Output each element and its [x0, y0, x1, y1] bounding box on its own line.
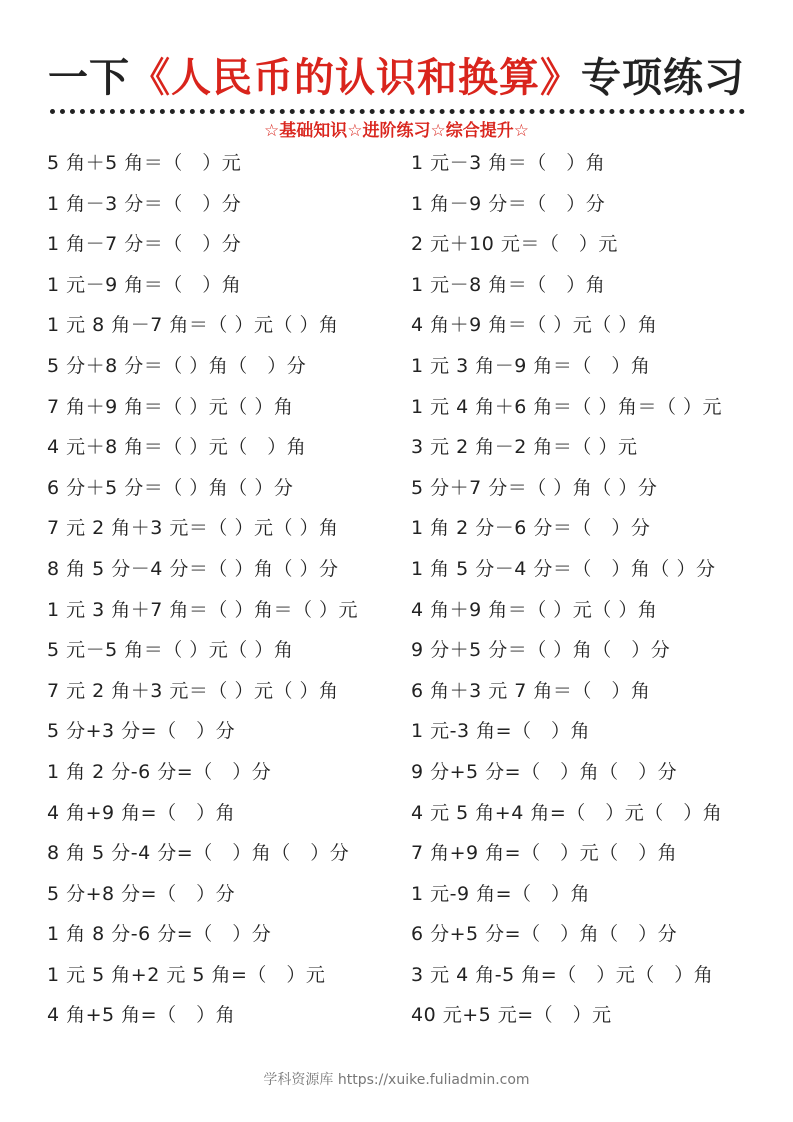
- problem-item: 4 元 5 角+4 角=（ ）元（ ）角: [411, 801, 723, 824]
- subtitle: ☆基础知识☆进阶练习☆综合提升☆: [264, 121, 529, 141]
- problem-item: 40 元+5 元=（ ）元: [411, 1004, 612, 1027]
- problem-item: 5 分＋8 分＝（ ）角（ ）分: [47, 354, 307, 377]
- problem-item: 8 角 5 分-4 分=（ ）角（ ）分: [47, 842, 350, 865]
- page-title: [0, 50, 793, 106]
- footer-watermark: 学科资源库 https://xuike.fuliadmin.com: [263, 1072, 530, 1088]
- problem-item: 1 元-3 角=（ ）角: [411, 720, 591, 743]
- problem-item: 6 分＋5 分＝（ ）角（ ）分: [47, 476, 294, 499]
- left-problem-column: [47, 146, 427, 1039]
- problem-item: 3 元 2 角－2 角＝（ ）元: [411, 436, 638, 459]
- problem-item: 1 角－9 分＝（ ）分: [411, 192, 606, 215]
- problem-item: 1 元－8 角＝（ ）角: [411, 273, 606, 296]
- problem-item: 3 元 4 角-5 角=（ ）元（ ）角: [411, 963, 714, 986]
- problem-item: 1 角 8 分-6 分=（ ）分: [47, 923, 272, 946]
- problem-item: 4 角+5 角=（ ）角: [47, 1004, 236, 1027]
- problem-item: 1 元－3 角＝（ ）角: [411, 152, 606, 174]
- problem-item: 4 角＋9 角＝（ ）元（ ）角: [411, 314, 658, 337]
- problem-item: 1 角 5 分－4 分＝（ ）角（ ）分: [411, 557, 716, 580]
- problem-item: 1 角－3 分＝（ ）分: [47, 192, 242, 215]
- problem-item: 1 元-9 角=（ ）角: [411, 882, 591, 905]
- problem-item: 2 元＋10 元＝（ ）元: [411, 233, 618, 256]
- problem-item: 1 元 3 角－9 角＝（ ）角: [411, 354, 651, 377]
- problem-item: 4 元＋8 角＝（ ）元（ ）角: [47, 436, 307, 459]
- title-suffix: 专项练习: [581, 55, 745, 101]
- problem-item: 1 角 2 分-6 分=（ ）分: [47, 760, 272, 783]
- problem-item: 1 元 4 角＋6 角＝（ ）角＝（ ）元: [411, 395, 723, 418]
- title-prefix: 一下: [48, 55, 130, 101]
- problem-item: 8 角 5 分－4 分＝（ ）角（ ）分: [47, 557, 339, 580]
- problem-item: 1 元 5 角+2 元 5 角=（ ）元: [47, 963, 326, 986]
- title-divider: [50, 109, 745, 114]
- problem-item: 7 角＋9 角＝（ ）元（ ）角: [47, 395, 294, 418]
- problem-item: 4 角+9 角=（ ）角: [47, 801, 236, 824]
- problem-item: 1 元 8 角－7 角＝（ ）元（ ）角: [47, 314, 339, 337]
- problem-item: 7 元 2 角＋3 元＝（ ）元（ ）角: [47, 679, 339, 702]
- problem-item: 6 分+5 分=（ ）角（ ）分: [411, 923, 678, 946]
- problem-item: 1 元－9 角＝（ ）角: [47, 273, 242, 296]
- problem-item: 9 分＋5 分＝（ ）角（ ）分: [411, 639, 671, 662]
- problem-item: 7 元 2 角＋3 元＝（ ）元（ ）角: [47, 517, 339, 540]
- problem-item: 7 角+9 角=（ ）元（ ）角: [411, 842, 678, 865]
- title-highlight: 《人民币的认识和换算》: [130, 55, 581, 101]
- problem-item: 5 角＋5 角＝（ ）元: [47, 152, 242, 174]
- problem-item: 6 角＋3 元 7 角＝（ ）角: [411, 679, 651, 702]
- problem-item: 5 元－5 角＝（ ）元（ ）角: [47, 639, 294, 662]
- problem-item: 9 分+5 分=（ ）角（ ）分: [411, 760, 678, 783]
- problem-item: 5 分+8 分=（ ）分: [47, 882, 236, 905]
- problem-item: 5 分+3 分=（ ）分: [47, 720, 236, 743]
- problem-item: 1 角－7 分＝（ ）分: [47, 233, 242, 256]
- problem-item: 1 角 2 分－6 分＝（ ）分: [411, 517, 651, 540]
- problem-item: 4 角＋9 角＝（ ）元（ ）角: [411, 598, 658, 621]
- problem-item: 1 元 3 角＋7 角＝（ ）角＝（ ）元: [47, 598, 359, 621]
- right-problem-column: [411, 146, 791, 1039]
- problem-item: 5 分＋7 分＝（ ）角（ ）分: [411, 476, 658, 499]
